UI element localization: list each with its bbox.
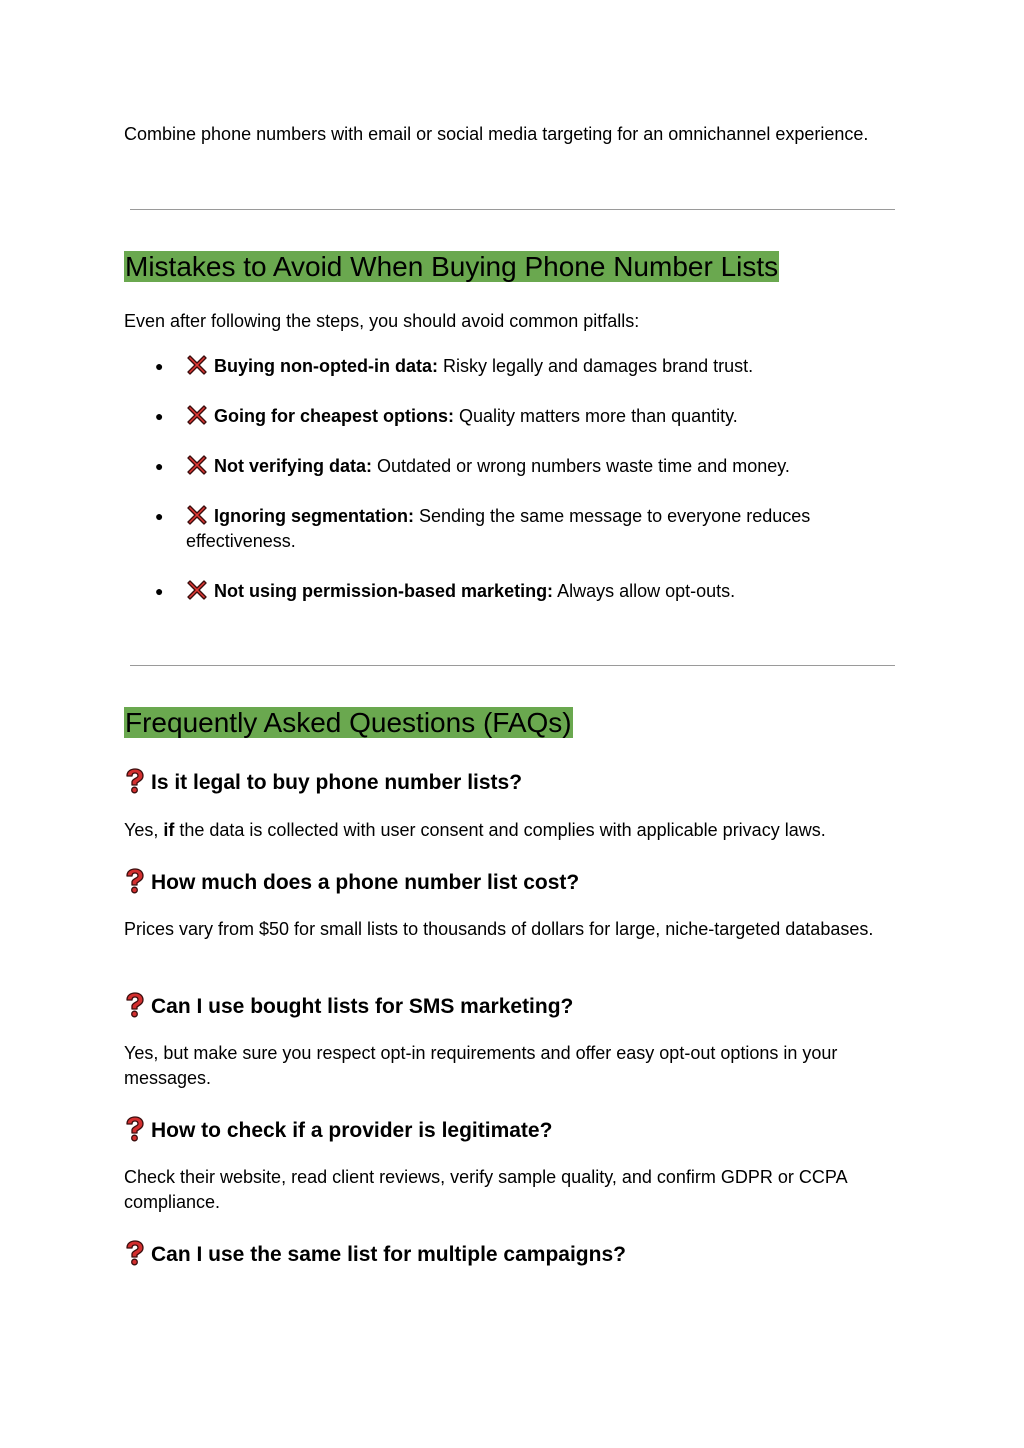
- faq-question: [124, 868, 579, 897]
- cross-mark-icon: [186, 354, 208, 376]
- section-divider: [130, 665, 895, 666]
- mistakes-lead: Even after following the steps, you should avoid common pitfalls:: [124, 311, 640, 331]
- list-item: [156, 354, 886, 379]
- list-item: [156, 579, 886, 604]
- mistake-title: Not using permission-based marketing:: [214, 581, 554, 601]
- bullet: ●: [155, 358, 164, 374]
- list-item: [156, 454, 886, 479]
- faq-heading: [124, 706, 573, 740]
- mistake-text: Quality matters more than quantity.: [454, 406, 738, 426]
- faq-question: [124, 1116, 552, 1145]
- mistake-text: Sending the same message to everyone reduces effectiveness.: [186, 506, 811, 551]
- mistakes-heading: [124, 250, 779, 284]
- cross-mark-icon: [186, 579, 208, 601]
- mistake-text: Outdated or wrong numbers waste time and money.: [372, 456, 790, 476]
- faq-answer: Yes, but make sure you respect opt-in requirements and offer easy opt-out options in your messages.: [124, 1043, 838, 1088]
- mistake-title: Going for cheapest options:: [214, 406, 455, 426]
- section-divider: [130, 209, 895, 210]
- question-mark-icon: [124, 1240, 146, 1266]
- mistake-title: Buying non-opted-in data:: [214, 356, 438, 376]
- bullet: ●: [155, 583, 164, 599]
- mistakes-heading-text: Mistakes to Avoid When Buying Phone Number Lists: [125, 251, 779, 282]
- mistake-title: Ignoring segmentation:: [214, 506, 414, 526]
- faq-question: [124, 1240, 626, 1269]
- mistake-title: Not verifying data:: [214, 456, 373, 476]
- mistake-text: Always allow opt-outs.: [553, 581, 736, 601]
- faq-question-text: How much does a phone number list cost?: [151, 871, 580, 894]
- faq-question: [124, 768, 522, 797]
- faq-answer-text: the data is collected with user consent and complies with applicable privacy laws.: [174, 820, 826, 840]
- faq-answer: Check their website, read client reviews, verify sample quality, and confirm GDPR or CCPA compliance.: [124, 1167, 847, 1212]
- faq-question-text: Is it legal to buy phone number lists?: [151, 771, 523, 794]
- faq-question-text: Can I use bought lists for SMS marketing?: [151, 995, 574, 1018]
- cross-mark-icon: [186, 504, 208, 526]
- intro-paragraph: Combine phone numbers with email or social media targeting for an omnichannel experience.: [124, 124, 869, 144]
- faq-question: [124, 992, 573, 1021]
- bullet: ●: [155, 508, 164, 524]
- faq-answer: [124, 818, 896, 843]
- question-mark-icon: [124, 992, 146, 1018]
- list-item: [156, 404, 886, 429]
- bullet: ●: [155, 458, 164, 474]
- faq-answer: Prices vary from $50 for small lists to thousands of dollars for large, niche-targeted databases.: [124, 919, 874, 939]
- question-mark-icon: [124, 1116, 146, 1142]
- question-mark-icon: [124, 868, 146, 894]
- faq-question-text: How to check if a provider is legitimate?: [151, 1119, 553, 1142]
- cross-mark-icon: [186, 454, 208, 476]
- faq-answer-bold: if: [163, 820, 175, 840]
- list-item: [156, 504, 886, 554]
- cross-mark-icon: [186, 404, 208, 426]
- bullet: ●: [155, 408, 164, 424]
- faq-answer-prefix: Yes,: [124, 820, 164, 840]
- faq-heading-text: Frequently Asked Questions (FAQs): [125, 707, 572, 738]
- faq-question-text: Can I use the same list for multiple campaigns?: [151, 1243, 626, 1266]
- mistake-text: Risky legally and damages brand trust.: [437, 356, 754, 376]
- question-mark-icon: [124, 768, 146, 794]
